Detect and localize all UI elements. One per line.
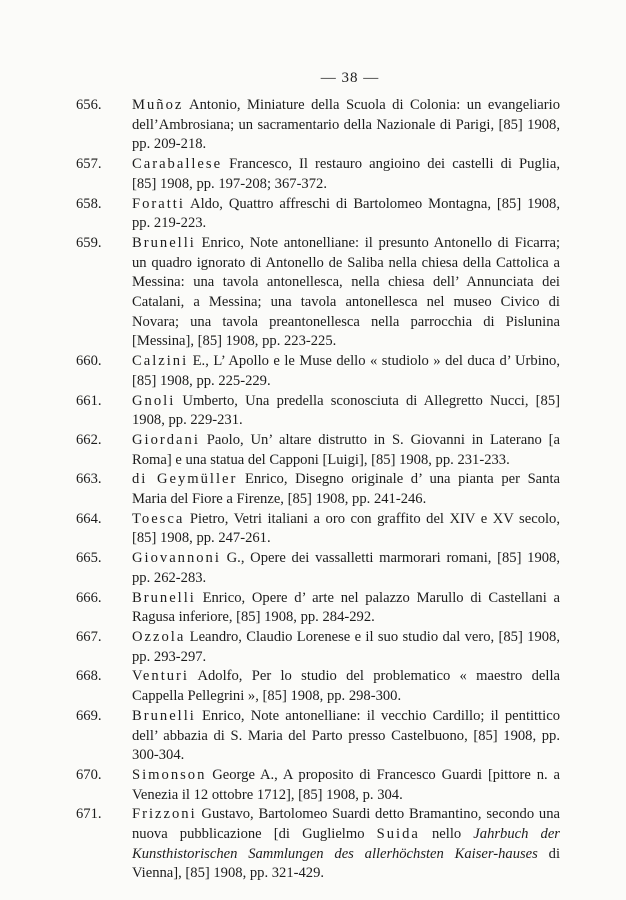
entry-author: Brunelli: [132, 234, 196, 251]
entry-text: Gustavo, Bartolomeo Suardi detto Bramantino, secondo una nuova pubblicazione [di Guglielmo: [132, 806, 560, 843]
entry-author: Brunelli: [132, 589, 196, 606]
list-item: [76, 589, 560, 628]
entry-text: George A., A proposito di Francesco Guardi [pittore n. a Venezia il 12 ottobre 1712], [85] 1908, p. 304.: [132, 766, 560, 803]
entry-author: Venturi: [132, 668, 189, 685]
entry-number: 663.: [76, 471, 102, 488]
entry-number: 671.: [76, 806, 102, 823]
entry-text-tail: di Vienna], [85] 1908, pp. 321-429.: [132, 845, 560, 882]
entry-number: 661.: [76, 392, 102, 409]
list-item: [76, 510, 560, 549]
entry-author: Foratti: [132, 195, 185, 212]
entry-cited-author: Suida: [376, 826, 420, 843]
entry-author: di Geymüller: [132, 471, 238, 488]
entry-number: 664.: [76, 510, 102, 527]
entry-text: Umberto, Una predella sconosciuta di Allegretto Nucci, [85] 1908, pp. 229-231.: [132, 392, 560, 429]
list-item: [76, 549, 560, 588]
list-item: [76, 470, 560, 509]
bibliography-list: [76, 96, 560, 884]
entry-number: 669.: [76, 707, 102, 724]
entry-number: 657.: [76, 156, 102, 173]
list-item: [76, 628, 560, 667]
entry-text: Paolo, Un’ altare distrutto in S. Giovanni in Laterano [a Roma] e una statua del Capponi [Luigi], [85] 1908, pp. 231-233.: [132, 431, 560, 468]
entry-author: Ozzola: [132, 628, 186, 645]
entry-journal-title: Jahrbuch der Kunsthistorischen Sammlungen des allerhöchsten Kaiser-hauses: [132, 826, 560, 862]
list-item: [76, 431, 560, 470]
entry-number: 665.: [76, 550, 102, 567]
list-item: [76, 352, 560, 391]
list-item: [76, 195, 560, 234]
entry-number: 668.: [76, 668, 102, 685]
entry-number: 666.: [76, 589, 102, 606]
entry-text: Pietro, Vetri italiani a oro con graffito del XIV e XV secolo, [85] 1908, pp. 247-261.: [132, 510, 560, 547]
list-item: [76, 96, 560, 155]
entry-text: Aldo, Quattro affreschi di Bartolomeo Montagna, [85] 1908, pp. 219-223.: [132, 195, 560, 232]
entry-text: Enrico, Note antonelliane: il vecchio Cardillo; il pentittico dell’ abbazia di S. Maria del Parto presso Castelbuono, [85] 1908, pp. 300-304.: [132, 707, 560, 764]
entry-number: 667.: [76, 628, 102, 645]
entry-text: Enrico, Disegno originale d’ una pianta per Santa Maria del Fiore a Firenze, [85] 1908, pp. 241-246.: [132, 471, 560, 508]
entry-author: Toesca: [132, 510, 185, 527]
entry-text: E., L’ Apollo e le Muse dello « studiolo » del duca d’ Urbino, [85] 1908, pp. 225-229.: [132, 353, 560, 389]
list-item: [76, 707, 560, 766]
entry-author: Giovannoni: [132, 550, 221, 567]
page-number: — 38 —: [320, 70, 380, 86]
entry-author: Muñoz: [132, 97, 184, 113]
entry-number: 670.: [76, 766, 102, 783]
list-item: [76, 805, 560, 884]
list-item: [76, 667, 560, 706]
list-item: [76, 234, 560, 352]
entry-text: Antonio, Miniature della Scuola di Colonia: un evangeliario dell’Ambrosiana; un sacramentario della Nazionale di Parigi, [85] 1908, pp. 209-218.: [132, 97, 560, 153]
entry-author: Simonson: [132, 766, 207, 783]
list-item: [76, 392, 560, 431]
entry-number: 656.: [76, 97, 102, 113]
entry-text-continued: nello: [419, 826, 474, 843]
entry-text: Francesco, Il restauro angioino dei castelli di Puglia, [85] 1908, pp. 197-208; 367-372.: [132, 156, 560, 192]
entry-text: G., Opere dei vassalletti marmorari romani, [85] 1908, pp. 262-283.: [132, 550, 560, 586]
entry-text: Leandro, Claudio Lorenese e il suo studio dal vero, [85] 1908, pp. 293-297.: [132, 628, 560, 665]
entry-text: Enrico, Note antonelliane: il presunto Antonello di Ficarra; un quadro ignorato di Antonello de Saliba nella chiesa della Cattolica a Messina: una tavola antonellesca, nella chiesa dell’ Annunciata dei Catalani, a Messina; una tavola antonellesca nel museo Civico di Novara; una tavola preantonellesca nella parrocchia di Pislunina [Messina], [85] 1908, pp. 223-225.: [132, 234, 560, 350]
entry-text: Enrico, Opere d’ arte nel palazzo Marullo di Castellani a Ragusa inferiore, [85] 1908, pp. 284-292.: [132, 589, 560, 626]
entry-author: Calzini: [132, 353, 189, 370]
entry-author: Brunelli: [132, 707, 196, 724]
entry-number: 659.: [76, 234, 102, 251]
list-item: [76, 155, 560, 194]
entry-number: 662.: [76, 431, 102, 448]
entry-text: Adolfo, Per lo studio del problematico « maestro della Cappella Pellegrini », [85] 1908, pp. 298-300.: [132, 668, 560, 705]
entry-author: Gnoli: [132, 392, 176, 409]
entry-author: Frizzoni: [132, 806, 197, 823]
list-item: [76, 766, 560, 805]
entry-author: Caraballese: [132, 156, 223, 173]
entry-number: 658.: [76, 195, 102, 212]
entry-number: 660.: [76, 353, 102, 370]
entry-author: Giordani: [132, 431, 200, 448]
